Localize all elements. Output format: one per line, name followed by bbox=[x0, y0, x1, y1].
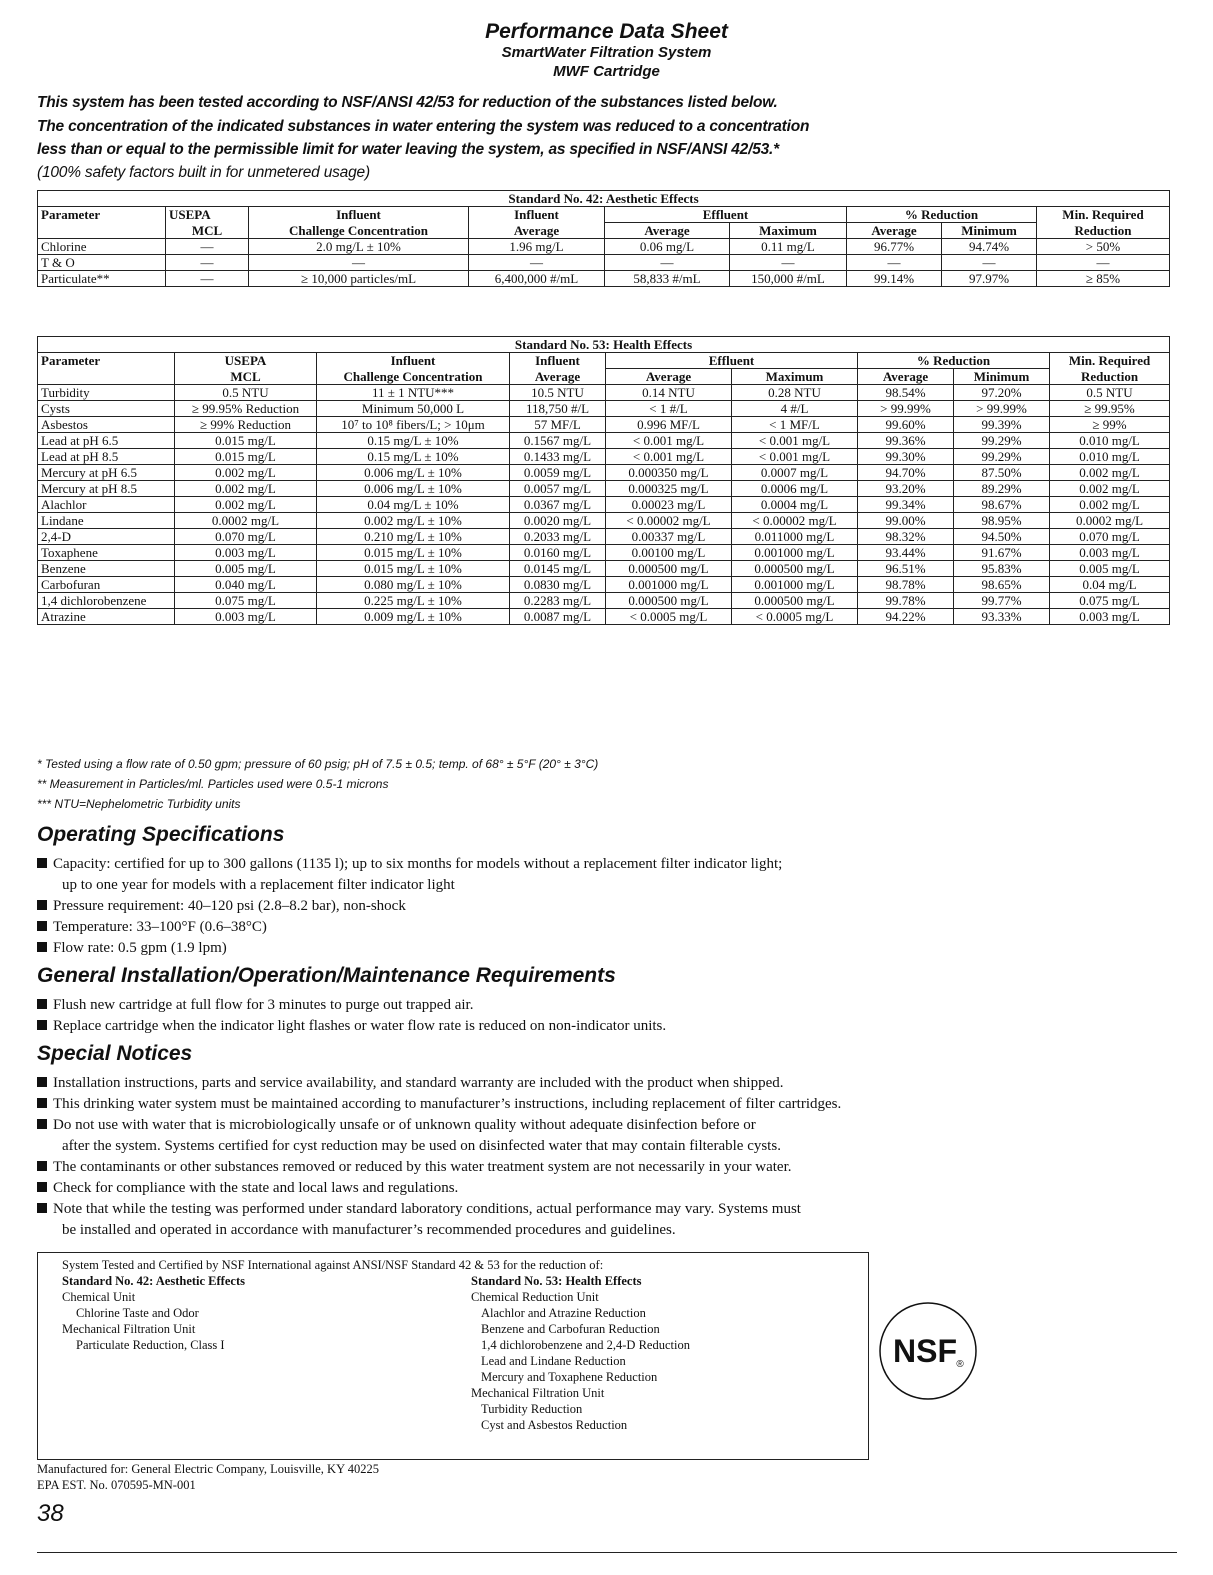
value-cell: 0.070 mg/L bbox=[175, 529, 317, 545]
value-cell: 6,400,000 #/mL bbox=[469, 271, 605, 287]
col-influent-avg: Influent bbox=[469, 207, 605, 223]
col-usepa: USEPA bbox=[175, 353, 317, 369]
value-cell: — bbox=[605, 255, 730, 271]
col-eff-maximum: Maximum bbox=[730, 223, 847, 239]
table-row bbox=[38, 465, 1170, 481]
value-cell: 0.040 mg/L bbox=[175, 577, 317, 593]
value-cell: 0.5 NTU bbox=[1050, 385, 1170, 401]
value-cell: 99.60% bbox=[858, 417, 954, 433]
value-cell: 0.010 mg/L bbox=[1050, 433, 1170, 449]
value-cell: 0.00023 mg/L bbox=[606, 497, 732, 513]
manufacturer-line: Manufactured for: General Electric Company, Louisville, KY 40225 bbox=[37, 1462, 380, 1476]
parameter-cell: Benzene bbox=[38, 561, 175, 577]
value-cell: < 0.0005 mg/L bbox=[732, 609, 858, 625]
value-cell: 95.83% bbox=[954, 561, 1050, 577]
value-cell: — bbox=[166, 239, 249, 255]
value-cell: 0.005 mg/L bbox=[175, 561, 317, 577]
value-cell: < 0.0005 mg/L bbox=[606, 609, 732, 625]
cert-right-line: Mercury and Toxaphene Reduction bbox=[481, 1370, 658, 1384]
value-cell: 0.00100 mg/L bbox=[606, 545, 732, 561]
value-cell: 10⁷ to 10⁸ fibers/L; > 10μm bbox=[317, 417, 510, 433]
cert-standard-42 bbox=[62, 1273, 245, 1353]
value-cell: 99.14% bbox=[847, 271, 942, 287]
cert-left-line: Mechanical Filtration Unit bbox=[62, 1322, 196, 1336]
value-cell: 98.67% bbox=[954, 497, 1050, 513]
table-row bbox=[38, 497, 1170, 513]
parameter-cell: Toxaphene bbox=[38, 545, 175, 561]
value-cell: 0.002 mg/L bbox=[175, 497, 317, 513]
bullet-square-icon bbox=[37, 1098, 47, 1108]
value-cell: 0.000500 mg/L bbox=[732, 593, 858, 609]
value-cell: 1.96 mg/L bbox=[469, 239, 605, 255]
value-cell: 0.015 mg/L ± 10% bbox=[317, 561, 510, 577]
footnote-1: * Tested using a flow rate of 0.50 gpm; pressure of 60 psig; pH of 7.5 ± 0.5; temp. of 68° ± 5°F (20° ± 3°C) bbox=[37, 757, 599, 771]
bullet-contaminants bbox=[37, 1159, 792, 1176]
operating-specifications-heading: Operating Specifications bbox=[37, 823, 285, 846]
value-cell: 0.1433 mg/L bbox=[510, 449, 606, 465]
parameter-cell: Atrazine bbox=[38, 609, 175, 625]
value-cell: < 0.001 mg/L bbox=[606, 449, 732, 465]
value-cell: 0.00337 mg/L bbox=[606, 529, 732, 545]
nsf-registered-mark: ® bbox=[956, 1359, 964, 1370]
cert-right-title: Standard No. 53: Health Effects bbox=[471, 1274, 642, 1288]
table-row bbox=[38, 449, 1170, 465]
value-cell: 0.0004 mg/L bbox=[732, 497, 858, 513]
value-cell: > 99.99% bbox=[858, 401, 954, 417]
value-cell: 96.51% bbox=[858, 561, 954, 577]
value-cell: 0.0006 mg/L bbox=[732, 481, 858, 497]
cert-left-line: Chlorine Taste and Odor bbox=[76, 1306, 199, 1320]
value-cell: 0.06 mg/L bbox=[605, 239, 730, 255]
general-requirements-heading: General Installation/Operation/Maintenance Requirements bbox=[37, 964, 616, 987]
value-cell: ≥ 99.95% Reduction bbox=[175, 401, 317, 417]
value-cell: 99.29% bbox=[954, 433, 1050, 449]
table-row bbox=[38, 529, 1170, 545]
col-mcl: MCL bbox=[166, 223, 249, 239]
value-cell: 0.2033 mg/L bbox=[510, 529, 606, 545]
col-eff-average: Average bbox=[606, 369, 732, 385]
bullet-square-icon bbox=[37, 1077, 47, 1087]
value-cell: 0.001000 mg/L bbox=[732, 545, 858, 561]
value-cell: < 0.00002 mg/L bbox=[732, 513, 858, 529]
parameter-cell: Cysts bbox=[38, 401, 175, 417]
value-cell: 94.50% bbox=[954, 529, 1050, 545]
bullet-text: Temperature: 33–100°F (0.6–38°C) bbox=[53, 919, 267, 935]
value-cell: — bbox=[166, 271, 249, 287]
value-cell: < 0.001 mg/L bbox=[732, 433, 858, 449]
table-row bbox=[38, 385, 1170, 401]
value-cell: 99.00% bbox=[858, 513, 954, 529]
value-cell: 0.11 mg/L bbox=[730, 239, 847, 255]
parameter-cell: 2,4-D bbox=[38, 529, 175, 545]
value-cell: 0.002 mg/L bbox=[1050, 481, 1170, 497]
bullet-text: Capacity: certified for up to 300 gallons (1135 l); up to six months for models without a replacement filter indicator light; bbox=[53, 856, 783, 872]
value-cell: 99.29% bbox=[954, 449, 1050, 465]
value-cell: ≥ 99.95% bbox=[1050, 401, 1170, 417]
cert-left-title: Standard No. 42: Aesthetic Effects bbox=[62, 1274, 245, 1288]
parameter-cell: 1,4 dichlorobenzene bbox=[38, 593, 175, 609]
value-cell: Minimum 50,000 L bbox=[317, 401, 510, 417]
value-cell: 0.003 mg/L bbox=[1050, 609, 1170, 625]
value-cell: 150,000 #/mL bbox=[730, 271, 847, 287]
value-cell: < 1 #/L bbox=[606, 401, 732, 417]
intro-line-3: less than or equal to the permissible limit for water leaving the system, as specified in NSF/ANSI 42/53.* bbox=[37, 141, 779, 158]
standard-42-table bbox=[37, 190, 1170, 287]
bullet-square-icon bbox=[37, 1161, 47, 1171]
cert-intro: System Tested and Certified by NSF International against ANSI/NSF Standard 42 & 53 for the reduction of: bbox=[62, 1258, 604, 1272]
value-cell: 87.50% bbox=[954, 465, 1050, 481]
cert-right-line: Mechanical Filtration Unit bbox=[471, 1386, 605, 1400]
value-cell: 4 #/L bbox=[732, 401, 858, 417]
value-cell: 0.04 mg/L bbox=[1050, 577, 1170, 593]
col-effluent: Effluent bbox=[606, 353, 858, 369]
value-cell: 0.002 mg/L bbox=[175, 465, 317, 481]
col-min-required: Min. Required bbox=[1050, 353, 1170, 369]
bullet-pressure bbox=[37, 898, 406, 915]
table-row bbox=[38, 481, 1170, 497]
col-effluent: Effluent bbox=[605, 207, 847, 223]
col-red-minimum: Minimum bbox=[954, 369, 1050, 385]
table-row bbox=[38, 255, 1170, 271]
value-cell: 0.15 mg/L ± 10% bbox=[317, 449, 510, 465]
table-row bbox=[38, 577, 1170, 593]
value-cell: 98.95% bbox=[954, 513, 1050, 529]
col-blank bbox=[38, 223, 166, 239]
bullet-square-icon bbox=[37, 1020, 47, 1030]
standard-53-table bbox=[37, 336, 1170, 625]
table-row bbox=[38, 545, 1170, 561]
value-cell: 99.34% bbox=[858, 497, 954, 513]
value-cell: 0.2283 mg/L bbox=[510, 593, 606, 609]
parameter-cell: Mercury at pH 6.5 bbox=[38, 465, 175, 481]
col-reduction: % Reduction bbox=[847, 207, 1037, 223]
value-cell: 0.001000 mg/L bbox=[606, 577, 732, 593]
value-cell: 0.000500 mg/L bbox=[606, 593, 732, 609]
value-cell: 0.015 mg/L bbox=[175, 449, 317, 465]
value-cell: 0.002 mg/L ± 10% bbox=[317, 513, 510, 529]
value-cell: 98.54% bbox=[858, 385, 954, 401]
parameter-cell: Alachlor bbox=[38, 497, 175, 513]
value-cell: < 1 MF/L bbox=[732, 417, 858, 433]
col-influent: Influent bbox=[317, 353, 510, 369]
value-cell: 0.075 mg/L bbox=[1050, 593, 1170, 609]
cartridge-name: MWF Cartridge bbox=[553, 63, 660, 80]
col-influent-avg: Influent bbox=[510, 353, 606, 369]
bullet-testing bbox=[37, 1201, 801, 1218]
value-cell: 0.005 mg/L bbox=[1050, 561, 1170, 577]
col-usepa: USEPA bbox=[166, 207, 249, 223]
value-cell: 0.006 mg/L ± 10% bbox=[317, 465, 510, 481]
page-subtitle: SmartWater Filtration System bbox=[501, 44, 712, 61]
bullet-unsafe-water-cont: after the system. Systems certified for cyst reduction may be used on disinfected water that may contain filterable cysts. bbox=[62, 1138, 781, 1154]
cert-right-line: Alachlor and Atrazine Reduction bbox=[481, 1306, 646, 1320]
col-parameter: Parameter bbox=[38, 353, 175, 369]
cert-left-line: Particulate Reduction, Class I bbox=[76, 1338, 225, 1352]
bullet-text: This drinking water system must be maintained according to manufacturer’s instructions, including replacement of filter cartridges. bbox=[53, 1096, 842, 1112]
value-cell: 0.003 mg/L bbox=[1050, 545, 1170, 561]
table-row bbox=[38, 513, 1170, 529]
col-eff-maximum: Maximum bbox=[732, 369, 858, 385]
bullet-testing-cont: be installed and operated in accordance with manufacturer’s recommended procedures and guidelines. bbox=[62, 1222, 676, 1238]
bullet-replace bbox=[37, 1018, 666, 1035]
page-title: Performance Data Sheet bbox=[485, 20, 728, 43]
cert-right-line: Benzene and Carbofuran Reduction bbox=[481, 1322, 660, 1336]
col-min-required: Min. Required bbox=[1037, 207, 1170, 223]
bullet-text: Check for compliance with the state and local laws and regulations. bbox=[53, 1180, 459, 1196]
cert-right-line: Chemical Reduction Unit bbox=[471, 1290, 599, 1304]
value-cell: 89.29% bbox=[954, 481, 1050, 497]
value-cell: 118,750 #/L bbox=[510, 401, 606, 417]
bullet-square-icon bbox=[37, 1119, 47, 1129]
footnote-3: *** NTU=Nephelometric Turbidity units bbox=[37, 797, 241, 811]
value-cell: 0.1567 mg/L bbox=[510, 433, 606, 449]
col-red-minimum: Minimum bbox=[942, 223, 1037, 239]
col-mcl: MCL bbox=[175, 369, 317, 385]
value-cell: ≥ 85% bbox=[1037, 271, 1170, 287]
value-cell: 0.010 mg/L bbox=[1050, 449, 1170, 465]
col-blank bbox=[38, 369, 175, 385]
bullet-square-icon bbox=[37, 858, 47, 868]
cert-standard-53 bbox=[471, 1273, 690, 1433]
value-cell: 93.33% bbox=[954, 609, 1050, 625]
bullet-square-icon bbox=[37, 1182, 47, 1192]
certification-box bbox=[37, 1252, 869, 1460]
value-cell: 94.74% bbox=[942, 239, 1037, 255]
value-cell: 0.0057 mg/L bbox=[510, 481, 606, 497]
bullet-square-icon bbox=[37, 942, 47, 952]
value-cell: 0.003 mg/L bbox=[175, 545, 317, 561]
standard-53-caption: Standard No. 53: Health Effects bbox=[38, 337, 1170, 353]
value-cell: 0.002 mg/L bbox=[1050, 465, 1170, 481]
value-cell: 0.28 NTU bbox=[732, 385, 858, 401]
bullet-text: Pressure requirement: 40–120 psi (2.8–8.2 bar), non-shock bbox=[53, 898, 406, 914]
value-cell: 0.080 mg/L ± 10% bbox=[317, 577, 510, 593]
col-eff-average: Average bbox=[605, 223, 730, 239]
nsf-logo-text: NSF bbox=[893, 1333, 957, 1369]
value-cell: > 99.99% bbox=[954, 401, 1050, 417]
table-row bbox=[38, 609, 1170, 625]
parameter-cell: Turbidity bbox=[38, 385, 175, 401]
value-cell: 0.0087 mg/L bbox=[510, 609, 606, 625]
col-red-average: Average bbox=[847, 223, 942, 239]
value-cell: ≥ 10,000 particles/mL bbox=[249, 271, 469, 287]
bullet-capacity-cont: up to one year for models with a replacement filter indicator light bbox=[62, 877, 455, 893]
value-cell: 0.015 mg/L bbox=[175, 433, 317, 449]
value-cell: — bbox=[847, 255, 942, 271]
standard-42-caption: Standard No. 42: Aesthetic Effects bbox=[38, 191, 1170, 207]
value-cell: ≥ 99% bbox=[1050, 417, 1170, 433]
value-cell: 0.225 mg/L ± 10% bbox=[317, 593, 510, 609]
value-cell: 0.003 mg/L bbox=[175, 609, 317, 625]
value-cell: 0.0367 mg/L bbox=[510, 497, 606, 513]
epa-line: EPA EST. No. 070595-MN-001 bbox=[37, 1478, 196, 1492]
bullet-flush bbox=[37, 997, 473, 1014]
value-cell: 93.44% bbox=[858, 545, 954, 561]
intro-line-2: The concentration of the indicated substances in water entering the system was reduced to a concentration bbox=[37, 118, 810, 135]
value-cell: — bbox=[730, 255, 847, 271]
value-cell: 0.0007 mg/L bbox=[732, 465, 858, 481]
bullet-text: Do not use with water that is microbiologically unsafe or of unknown quality without adequate disinfection before or bbox=[53, 1117, 756, 1133]
table-row bbox=[38, 239, 1170, 255]
table-row bbox=[38, 417, 1170, 433]
value-cell: 91.67% bbox=[954, 545, 1050, 561]
bullet-square-icon bbox=[37, 1203, 47, 1213]
col-reduction: % Reduction bbox=[858, 353, 1050, 369]
page-number: 38 bbox=[37, 1500, 64, 1527]
parameter-cell: Lead at pH 6.5 bbox=[38, 433, 175, 449]
value-cell: 0.0002 mg/L bbox=[1050, 513, 1170, 529]
cert-left-line: Chemical Unit bbox=[62, 1290, 136, 1304]
value-cell: 94.70% bbox=[858, 465, 954, 481]
value-cell: < 0.001 mg/L bbox=[606, 433, 732, 449]
bullet-square-icon bbox=[37, 900, 47, 910]
value-cell: 0.000350 mg/L bbox=[606, 465, 732, 481]
value-cell: 98.65% bbox=[954, 577, 1050, 593]
value-cell: 99.36% bbox=[858, 433, 954, 449]
bullet-unsafe-water bbox=[37, 1117, 756, 1134]
value-cell: 98.78% bbox=[858, 577, 954, 593]
parameter-cell: Lindane bbox=[38, 513, 175, 529]
value-cell: 0.011000 mg/L bbox=[732, 529, 858, 545]
value-cell: 10.5 NTU bbox=[510, 385, 606, 401]
cert-right-line: 1,4 dichlorobenzene and 2,4-D Reduction bbox=[481, 1338, 690, 1352]
value-cell: 0.5 NTU bbox=[175, 385, 317, 401]
col-average: Average bbox=[469, 223, 605, 239]
col-red-average: Average bbox=[858, 369, 954, 385]
cert-right-line: Turbidity Reduction bbox=[481, 1402, 583, 1416]
value-cell: > 50% bbox=[1037, 239, 1170, 255]
value-cell: 0.002 mg/L bbox=[175, 481, 317, 497]
special-notices-heading: Special Notices bbox=[37, 1042, 193, 1065]
value-cell: 0.000500 mg/L bbox=[732, 561, 858, 577]
parameter-cell: Carbofuran bbox=[38, 577, 175, 593]
value-cell: — bbox=[469, 255, 605, 271]
cert-right-line: Lead and Lindane Reduction bbox=[481, 1354, 626, 1368]
value-cell: 99.78% bbox=[858, 593, 954, 609]
value-cell: 0.14 NTU bbox=[606, 385, 732, 401]
table-row bbox=[38, 401, 1170, 417]
value-cell: 0.0830 mg/L bbox=[510, 577, 606, 593]
bullet-text: The contaminants or other substances removed or reduced by this water treatment system are not necessarily in your water. bbox=[53, 1159, 792, 1175]
value-cell: 57 MF/L bbox=[510, 417, 606, 433]
nsf-logo-icon bbox=[878, 1301, 978, 1401]
value-cell: 0.0020 mg/L bbox=[510, 513, 606, 529]
bullet-flow-rate bbox=[37, 940, 227, 957]
bullet-text: Replace cartridge when the indicator light flashes or water flow rate is reduced on non-indicator units. bbox=[53, 1018, 667, 1034]
value-cell: 0.000500 mg/L bbox=[606, 561, 732, 577]
value-cell: 0.001000 mg/L bbox=[732, 577, 858, 593]
value-cell: 0.000325 mg/L bbox=[606, 481, 732, 497]
parameter-cell: Particulate** bbox=[38, 271, 166, 287]
value-cell: — bbox=[942, 255, 1037, 271]
parameter-cell: T & O bbox=[38, 255, 166, 271]
value-cell: 58,833 #/mL bbox=[605, 271, 730, 287]
value-cell: 97.20% bbox=[954, 385, 1050, 401]
value-cell: 99.39% bbox=[954, 417, 1050, 433]
value-cell: — bbox=[249, 255, 469, 271]
col-challenge: Challenge Concentration bbox=[249, 223, 469, 239]
col-parameter: Parameter bbox=[38, 207, 166, 223]
value-cell: 94.22% bbox=[858, 609, 954, 625]
bullet-text: Flow rate: 0.5 gpm (1.9 lpm) bbox=[53, 940, 227, 956]
value-cell: 93.20% bbox=[858, 481, 954, 497]
parameter-cell: Asbestos bbox=[38, 417, 175, 433]
bullet-square-icon bbox=[37, 921, 47, 931]
table-row bbox=[38, 561, 1170, 577]
value-cell: 99.77% bbox=[954, 593, 1050, 609]
cert-right-line: Cyst and Asbestos Reduction bbox=[481, 1418, 628, 1432]
value-cell: 11 ± 1 NTU*** bbox=[317, 385, 510, 401]
value-cell: 0.0002 mg/L bbox=[175, 513, 317, 529]
value-cell: 98.32% bbox=[858, 529, 954, 545]
col-challenge: Challenge Concentration bbox=[317, 369, 510, 385]
value-cell: 0.075 mg/L bbox=[175, 593, 317, 609]
table-row bbox=[38, 271, 1170, 287]
value-cell: 0.070 mg/L bbox=[1050, 529, 1170, 545]
value-cell: 0.0160 mg/L bbox=[510, 545, 606, 561]
parameter-cell: Mercury at pH 8.5 bbox=[38, 481, 175, 497]
value-cell: — bbox=[166, 255, 249, 271]
bullet-temperature bbox=[37, 919, 267, 936]
col-average: Average bbox=[510, 369, 606, 385]
value-cell: 0.015 mg/L ± 10% bbox=[317, 545, 510, 561]
bullet-square-icon bbox=[37, 999, 47, 1009]
parameter-cell: Chlorine bbox=[38, 239, 166, 255]
value-cell: 2.0 mg/L ± 10% bbox=[249, 239, 469, 255]
value-cell: 0.15 mg/L ± 10% bbox=[317, 433, 510, 449]
value-cell: 97.97% bbox=[942, 271, 1037, 287]
col-min-reduction: Reduction bbox=[1050, 369, 1170, 385]
bullet-compliance bbox=[37, 1180, 458, 1197]
value-cell: 0.210 mg/L ± 10% bbox=[317, 529, 510, 545]
bottom-rule bbox=[37, 1552, 1177, 1553]
value-cell: 0.04 mg/L ± 10% bbox=[317, 497, 510, 513]
value-cell: 99.30% bbox=[858, 449, 954, 465]
value-cell: 0.0145 mg/L bbox=[510, 561, 606, 577]
table-row bbox=[38, 433, 1170, 449]
value-cell: 96.77% bbox=[847, 239, 942, 255]
value-cell: < 0.001 mg/L bbox=[732, 449, 858, 465]
value-cell: 0.006 mg/L ± 10% bbox=[317, 481, 510, 497]
value-cell: ≥ 99% Reduction bbox=[175, 417, 317, 433]
intro-line-4: (100% safety factors built in for unmetered usage) bbox=[37, 164, 370, 181]
value-cell: 0.0059 mg/L bbox=[510, 465, 606, 481]
table-row bbox=[38, 593, 1170, 609]
value-cell: 0.002 mg/L bbox=[1050, 497, 1170, 513]
value-cell: 0.009 mg/L ± 10% bbox=[317, 609, 510, 625]
col-min-reduction: Reduction bbox=[1037, 223, 1170, 239]
bullet-text: Note that while the testing was performed under standard laboratory conditions, actual performance may vary. Systems must bbox=[53, 1201, 801, 1217]
bullet-installation bbox=[37, 1075, 783, 1092]
intro-line-1: This system has been tested according to NSF/ANSI 42/53 for reduction of the substances listed below. bbox=[37, 94, 778, 111]
value-cell: < 0.00002 mg/L bbox=[606, 513, 732, 529]
bullet-text: Flush new cartridge at full flow for 3 minutes to purge out trapped air. bbox=[53, 997, 474, 1013]
bullet-capacity bbox=[37, 856, 782, 873]
footnote-2: ** Measurement in Particles/ml. Particles used were 0.5-1 microns bbox=[37, 777, 389, 791]
bullet-maintenance bbox=[37, 1096, 841, 1113]
value-cell: — bbox=[1037, 255, 1170, 271]
col-influent: Influent bbox=[249, 207, 469, 223]
parameter-cell: Lead at pH 8.5 bbox=[38, 449, 175, 465]
bullet-text: Installation instructions, parts and service availability, and standard warranty are included with the product when shipped. bbox=[53, 1075, 784, 1091]
value-cell: 0.996 MF/L bbox=[606, 417, 732, 433]
